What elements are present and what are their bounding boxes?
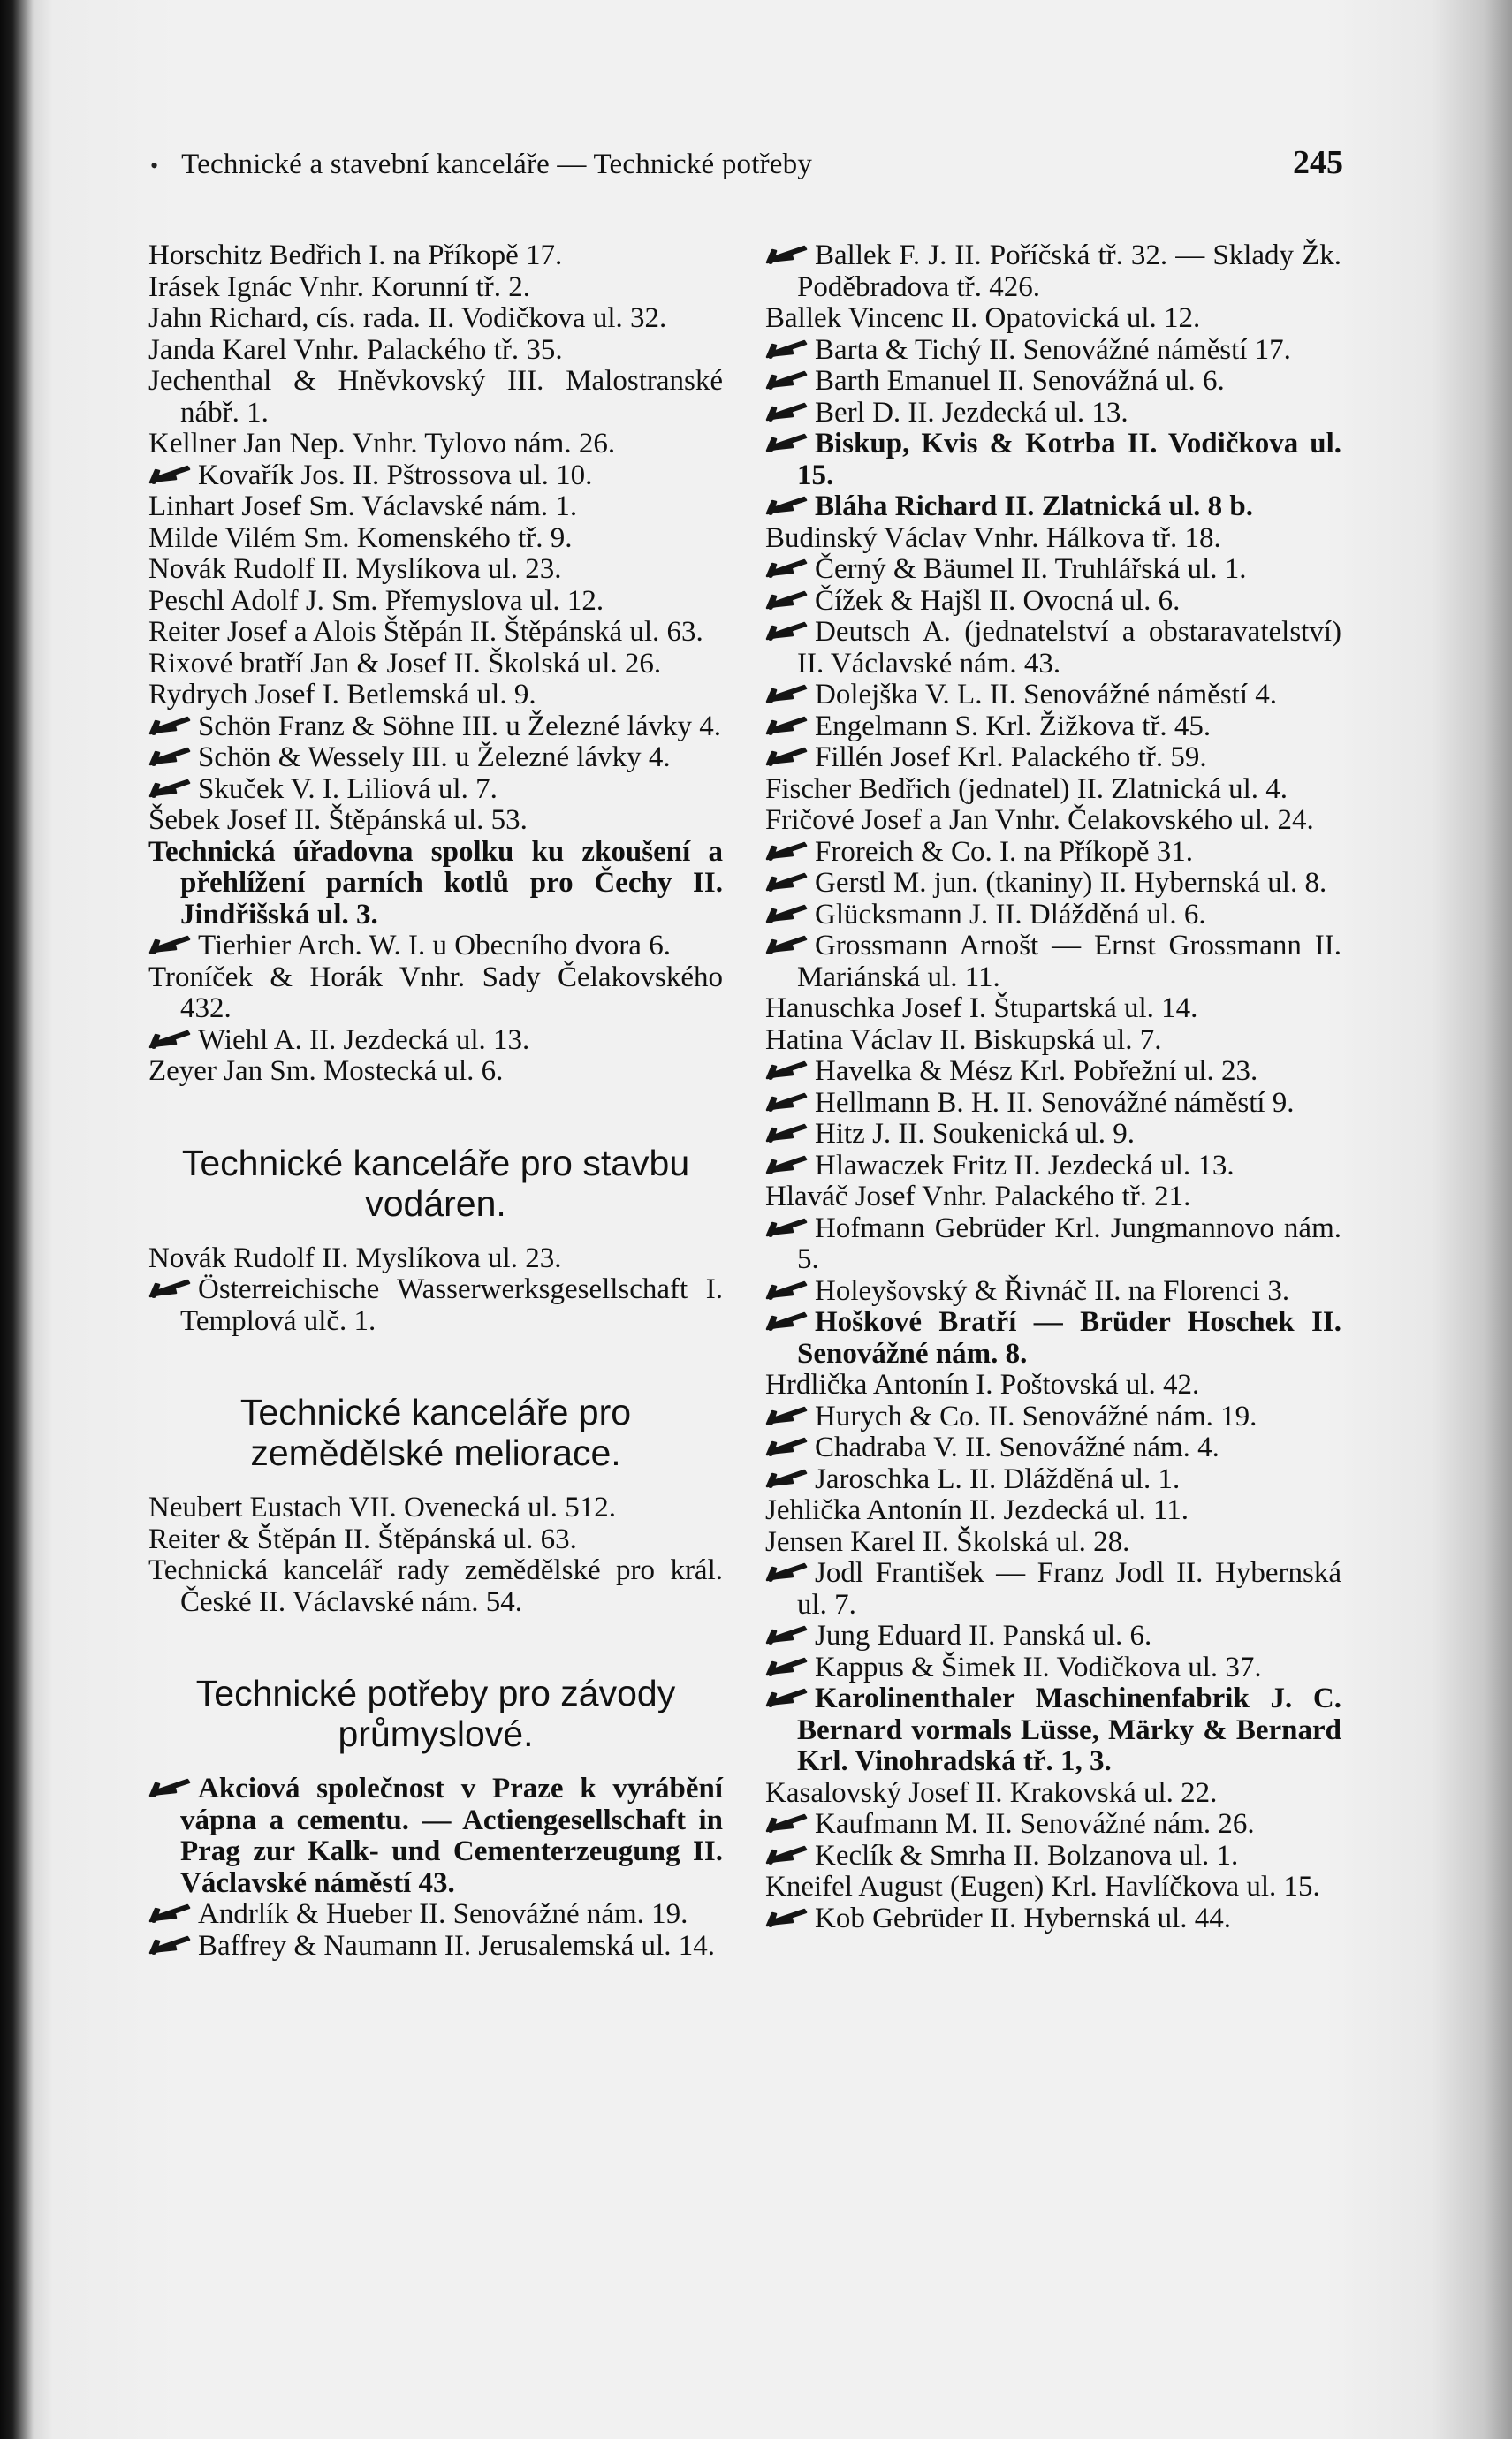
entry-text: Deutsch A. (jednatelství a obstaravatelství) II. Václavské nám. 43.: [797, 616, 1341, 680]
entry-text: Hofmann Gebrüder Krl. Jungmannovo nám. 5.: [797, 1212, 1341, 1275]
entry-text: Österreichische Wasserwerksgesellschaft I. Templová ulč. 1.: [180, 1273, 723, 1337]
entry-text: Kovařík Jos. II. Pštrossova ul. 10.: [198, 459, 593, 491]
directory-entry: [148, 460, 723, 492]
pointing-hand-icon: [765, 902, 811, 925]
entry-text: Barta & Tichý II. Senovážné náměstí 17.: [815, 333, 1291, 366]
running-header: • Technické a stavební kanceláře — Technické potřeby 245: [150, 144, 1343, 181]
directory-entry: [148, 1025, 723, 1057]
entry-text: Karolinenthaler Maschinenfabrik J. C. Bernard vormals Lüsse, Märky & Bernard Krl. Vinohradská tř. 1, 3.: [797, 1683, 1341, 1777]
pointing-hand-icon: [148, 933, 194, 956]
directory-entry: [765, 1025, 1341, 1057]
directory-entry: [765, 1276, 1341, 1308]
entry-text: Reiter Josef a Alois Štěpán II. Štěpánská ul. 63.: [148, 616, 703, 648]
entry-text: Hitz J. II. Soukenická ul. 9.: [815, 1118, 1136, 1150]
directory-entry: [148, 240, 723, 272]
directory-entry: [148, 554, 723, 586]
entry-text: Gerstl M. jun. (tkaniny) II. Hybernská ul. 8.: [815, 867, 1327, 899]
pointing-hand-icon: [765, 1906, 811, 1929]
entry-text: Kappus & Šimek II. Vodičkova ul. 37.: [815, 1651, 1262, 1683]
directory-entry: [148, 1274, 723, 1337]
directory-entry: [765, 1088, 1341, 1120]
entry-text: Janda Karel Vnhr. Palackého tř. 35.: [148, 333, 563, 366]
left-entries: [148, 240, 723, 1088]
directory-entry: [765, 1119, 1341, 1151]
entry-text: Technická kancelář rady zemědělské pro král. České II. Václavské nám. 54.: [148, 1554, 723, 1618]
directory-entry: [765, 491, 1341, 523]
directory-entry: [148, 837, 723, 931]
pointing-hand-icon: [765, 1812, 811, 1835]
directory-entry: [148, 429, 723, 460]
directory-entry: [148, 962, 723, 1025]
entry-text: Rydrych Josef I. Betlemská ul. 9.: [148, 679, 536, 710]
right-column: [765, 240, 1341, 1934]
page-number: 245: [1293, 144, 1343, 181]
entry-text: Hlaváč Josef Vnhr. Palackého tř. 21.: [765, 1181, 1191, 1212]
entry-text: Hatina Václav II. Biskupská ul. 7.: [765, 1023, 1162, 1056]
pointing-hand-icon: [765, 1059, 811, 1082]
section-heading-potreby: Technické potřeby pro závody průmyslové.: [195, 1673, 676, 1754]
pointing-hand-icon: [765, 243, 811, 266]
pointing-hand-icon: [765, 1121, 811, 1144]
directory-entry: [148, 491, 723, 523]
directory-entry: [765, 1778, 1341, 1810]
entry-text: Troníček & Horák Vnhr. Sady Čelakovského 432.: [148, 961, 723, 1024]
entry-text: Bláha Richard II. Zlatnická ul. 8 b.: [815, 490, 1254, 522]
entry-text: Jahn Richard, cís. rada. II. Vodičkova ul. 32.: [148, 302, 667, 334]
entry-text: Irásek Ignác Vnhr. Korunní tř. 2.: [148, 270, 530, 303]
entry-text: Kob Gebrüder II. Hybernská ul. 44.: [815, 1902, 1232, 1934]
directory-entry: [148, 711, 723, 743]
meliorace-entries: [148, 1493, 723, 1618]
directory-entry: [148, 272, 723, 304]
directory-entry: [765, 742, 1341, 774]
left-column: [148, 240, 723, 1962]
directory-entry: [765, 1213, 1341, 1276]
pointing-hand-icon: [765, 682, 811, 705]
directory-entry: [765, 1307, 1341, 1370]
entry-text: Schön & Wessely III. u Železné lávky 4.: [198, 741, 671, 773]
pointing-hand-icon: [765, 619, 811, 642]
pointing-hand-icon: [765, 400, 811, 423]
entry-text: Zeyer Jan Sm. Mostecká ul. 6.: [148, 1055, 504, 1087]
section-heading-vodaren: Technické kanceláře pro stavbu vodáren.: [181, 1142, 690, 1224]
directory-entry: [148, 649, 723, 680]
directory-entry: [765, 1402, 1341, 1433]
directory-entry: [765, 429, 1341, 491]
entry-text: Hrdlička Antonín I. Poštovská ul. 42.: [765, 1369, 1200, 1401]
entry-text: Technická úřadovna spolku ku zkoušení a přehlížení parních kotlů pro Čechy II. Jindřišská ul. 3.: [148, 835, 723, 931]
pointing-hand-icon: [148, 714, 194, 737]
entry-text: Wiehl A. II. Jezdecká ul. 13.: [198, 1023, 530, 1056]
vodaren-entries: [148, 1243, 723, 1338]
directory-entry: [765, 711, 1341, 743]
header-title: Technické a stavební kanceláře — Technické potřeby: [181, 148, 813, 180]
directory-entry: [148, 1243, 723, 1275]
directory-entry: [765, 1558, 1341, 1621]
pointing-hand-icon: [765, 557, 811, 580]
directory-entry: [765, 1653, 1341, 1684]
directory-entry: [765, 1872, 1341, 1903]
pointing-hand-icon: [765, 1435, 811, 1458]
directory-entry: [148, 931, 723, 962]
directory-entry: [765, 680, 1341, 711]
pointing-hand-icon: [765, 1216, 811, 1239]
entry-text: Grossmann Arnošt — Ernst Grossmann II. Mariánská ul. 11.: [797, 930, 1341, 993]
entry-text: Hlawaczek Fritz II. Jezdecká ul. 13.: [815, 1149, 1235, 1182]
entry-text: Kneifel August (Eugen) Krl. Havlíčkova ul. 15.: [765, 1871, 1320, 1903]
entry-text: Fischer Bedřich (jednatel) II. Zlatnická ul. 4.: [765, 772, 1288, 805]
entry-text: Jensen Karel II. Školská ul. 28.: [765, 1525, 1130, 1558]
pointing-hand-icon: [148, 1277, 194, 1300]
entry-text: Keclík & Smrha II. Bolzanova ul. 1.: [815, 1839, 1239, 1872]
directory-entry: [765, 366, 1341, 398]
entry-text: Jodl František — Franz Jodl II. Hybernská ul. 7.: [797, 1557, 1341, 1621]
directory-entry: [765, 1683, 1341, 1778]
pointing-hand-icon: [765, 870, 811, 893]
directory-entry: [765, 837, 1341, 869]
directory-entry: [765, 993, 1341, 1025]
potreby-entries: [148, 1774, 723, 1962]
directory-entry: [765, 1464, 1341, 1496]
directory-entry: [765, 868, 1341, 900]
entry-text: Fillén Josef Krl. Palackého tř. 59.: [815, 741, 1207, 773]
entry-text: Neubert Eustach VII. Ovenecká ul. 512.: [148, 1492, 617, 1523]
entry-text: Fričové Josef a Jan Vnhr. Čelakovského ul. 24.: [765, 804, 1314, 836]
pointing-hand-icon: [765, 369, 811, 391]
directory-entry: [765, 1370, 1341, 1402]
pointing-hand-icon: [765, 1310, 811, 1333]
entry-text: Holeyšovský & Řivnáč II. na Florenci 3.: [815, 1274, 1290, 1307]
pointing-hand-icon: [148, 1902, 194, 1925]
pointing-hand-icon: [765, 1090, 811, 1113]
pointing-hand-icon: [765, 1623, 811, 1646]
pointing-hand-icon: [765, 1655, 811, 1678]
pointing-hand-icon: [765, 431, 811, 454]
entry-text: Tierhier Arch. W. I. u Obecního dvora 6.: [198, 930, 671, 961]
directory-entry: [148, 1524, 723, 1556]
entry-text: Novák Rudolf II. Myslíkova ul. 23.: [148, 553, 562, 585]
directory-entry: [148, 617, 723, 649]
entry-text: Baffrey & Naumann II. Jerusalemská ul. 14.: [198, 1929, 715, 1962]
entry-text: Ballek F. J. II. Poříčská tř. 32. — Sklady Žk. Poděbradova tř. 426.: [797, 239, 1341, 303]
entry-text: Čížek & Hajšl II. Ovocná ul. 6.: [815, 584, 1181, 617]
directory-entry: [148, 366, 723, 429]
entry-text: Kasalovský Josef II. Krakovská ul. 22.: [765, 1776, 1218, 1809]
entry-text: Peschl Adolf J. Sm. Přemyslova ul. 12.: [148, 584, 604, 617]
entry-text: Froreich & Co. I. na Příkopě 31.: [815, 835, 1194, 868]
entry-text: Dolejška V. L. II. Senovážné náměstí 4.: [815, 679, 1278, 710]
pointing-hand-icon: [765, 1279, 811, 1302]
directory-entry: [765, 554, 1341, 586]
directory-entry: [765, 586, 1341, 618]
entry-text: Engelmann S. Krl. Žižkova tř. 45.: [815, 710, 1212, 742]
pointing-hand-icon: [765, 589, 811, 612]
directory-entry: [765, 617, 1341, 680]
pointing-hand-icon: [148, 1028, 194, 1051]
pointing-hand-icon: [148, 745, 194, 768]
directory-entry: [148, 680, 723, 711]
directory-entry: [765, 1056, 1341, 1088]
entry-text: Kaufmann M. II. Senovážné nám. 26.: [815, 1808, 1255, 1840]
directory-entry: [148, 335, 723, 367]
entry-text: Reiter & Štěpán II. Štěpánská ul. 63.: [148, 1523, 577, 1555]
pointing-hand-icon: [148, 777, 194, 800]
entry-text: Rixové bratří Jan & Josef II. Školská ul. 26.: [148, 647, 662, 680]
entry-text: Černý & Bäumel II. Truhlářská ul. 1.: [815, 553, 1247, 585]
entry-text: Glücksmann J. II. Dlážděná ul. 6.: [815, 898, 1206, 931]
directory-entry: [148, 1056, 723, 1088]
entry-text: Andrlík & Hueber II. Senovážné nám. 19.: [198, 1898, 688, 1930]
directory-entry: [765, 1621, 1341, 1653]
directory-entry: [148, 523, 723, 555]
directory-entry: [765, 1903, 1341, 1935]
pointing-hand-icon: [148, 1934, 194, 1957]
entry-text: Šebek Josef II. Štěpánská ul. 53.: [148, 804, 528, 836]
entry-text: Hurych & Co. II. Senovážné nám. 19.: [815, 1400, 1257, 1432]
pointing-hand-icon: [765, 714, 811, 737]
entry-text: Budinský Václav Vnhr. Hálkova tř. 18.: [765, 521, 1221, 554]
entry-text: Akciová společnost v Praze k vyrábění vápna a cementu. — Actiengesellschaft in Prag zur Kalk- und Cementerzeugung II. Václavské náměstí 43.: [180, 1773, 723, 1899]
pointing-hand-icon: [765, 338, 811, 361]
pointing-hand-icon: [765, 1404, 811, 1427]
directory-entry: [765, 931, 1341, 993]
pointing-hand-icon: [765, 840, 811, 862]
entry-text: Barth Emanuel II. Senovážná ul. 6.: [815, 365, 1225, 397]
pointing-hand-icon: [765, 1561, 811, 1584]
pointing-hand-icon: [765, 745, 811, 768]
directory-entry: [148, 805, 723, 837]
entry-text: Kellner Jan Nep. Vnhr. Tylovo nám. 26.: [148, 428, 616, 460]
directory-entry: [148, 1493, 723, 1524]
directory-entry: [765, 1182, 1341, 1213]
entry-text: Novák Rudolf II. Myslíkova ul. 23.: [148, 1242, 562, 1274]
directory-entry: [765, 240, 1341, 303]
pointing-hand-icon: [148, 1776, 194, 1799]
directory-entry: [148, 1774, 723, 1899]
entry-text: Linhart Josef Sm. Václavské nám. 1.: [148, 490, 578, 522]
entry-text: Hellmann B. H. II. Senovážné náměstí 9.: [815, 1086, 1295, 1119]
directory-entry: [765, 1151, 1341, 1182]
entry-text: Jaroschka L. II. Dlážděná ul. 1.: [815, 1463, 1181, 1495]
directory-entry: [148, 742, 723, 774]
entry-text: Milde Vilém Sm. Komenského tř. 9.: [148, 521, 573, 554]
entry-text: Havelka & Mész Krl. Pobřežní ul. 23.: [815, 1055, 1258, 1087]
entry-text: Hanuschka Josef I. Štupartská ul. 14.: [765, 992, 1198, 1024]
entry-text: Schön Franz & Söhne III. u Železné lávky 4.: [198, 710, 722, 742]
entry-text: Hoškové Bratří — Brüder Hoschek II. Senovážné nám. 8.: [797, 1306, 1341, 1370]
directory-entry: [765, 1527, 1341, 1559]
directory-entry: [765, 1432, 1341, 1464]
entry-text: Skuček V. I. Liliová ul. 7.: [198, 772, 498, 805]
directory-entry: [765, 523, 1341, 555]
directory-entry: [765, 303, 1341, 335]
section-heading-meliorace: Technické kanceláře pro zemědělské meliorace.: [239, 1392, 632, 1473]
right-entries: [765, 240, 1341, 1934]
entry-text: Chadraba V. II. Senovážné nám. 4.: [815, 1432, 1219, 1463]
entry-text: Biskup, Kvis & Kotrba II. Vodičkova ul. 15.: [797, 428, 1341, 491]
pointing-hand-icon: [765, 1686, 811, 1709]
pointing-hand-icon: [765, 1153, 811, 1176]
pointing-hand-icon: [765, 933, 811, 956]
directory-entry: [765, 398, 1341, 429]
directory-entry: [148, 1931, 723, 1963]
entry-text: Horschitz Bedřich I. na Příkopě 17.: [148, 239, 563, 271]
entry-text: Jehlička Antonín II. Jezdecká ul. 11.: [765, 1494, 1189, 1526]
entry-text: Jung Eduard II. Panská ul. 6.: [815, 1620, 1152, 1652]
pointing-hand-icon: [148, 463, 194, 486]
entry-text: Berl D. II. Jezdecká ul. 13.: [815, 396, 1128, 429]
entry-text: Ballek Vincenc II. Opatovická ul. 12.: [765, 302, 1201, 334]
directory-entry: [148, 1555, 723, 1618]
directory-entry: [765, 335, 1341, 367]
directory-entry: [765, 900, 1341, 931]
pointing-hand-icon: [765, 1843, 811, 1866]
directory-entry: [148, 586, 723, 618]
directory-entry: [148, 303, 723, 335]
directory-entry: [765, 805, 1341, 837]
directory-entry: [148, 774, 723, 806]
pointing-hand-icon: [765, 494, 811, 517]
directory-entry: [765, 1809, 1341, 1841]
directory-entry: [765, 774, 1341, 806]
pointing-hand-icon: [765, 1467, 811, 1490]
directory-entry: [148, 1899, 723, 1931]
directory-entry: [765, 1495, 1341, 1527]
entry-text: Jechenthal & Hněvkovský III. Malostranské nábř. 1.: [148, 365, 723, 429]
directory-entry: [765, 1841, 1341, 1873]
